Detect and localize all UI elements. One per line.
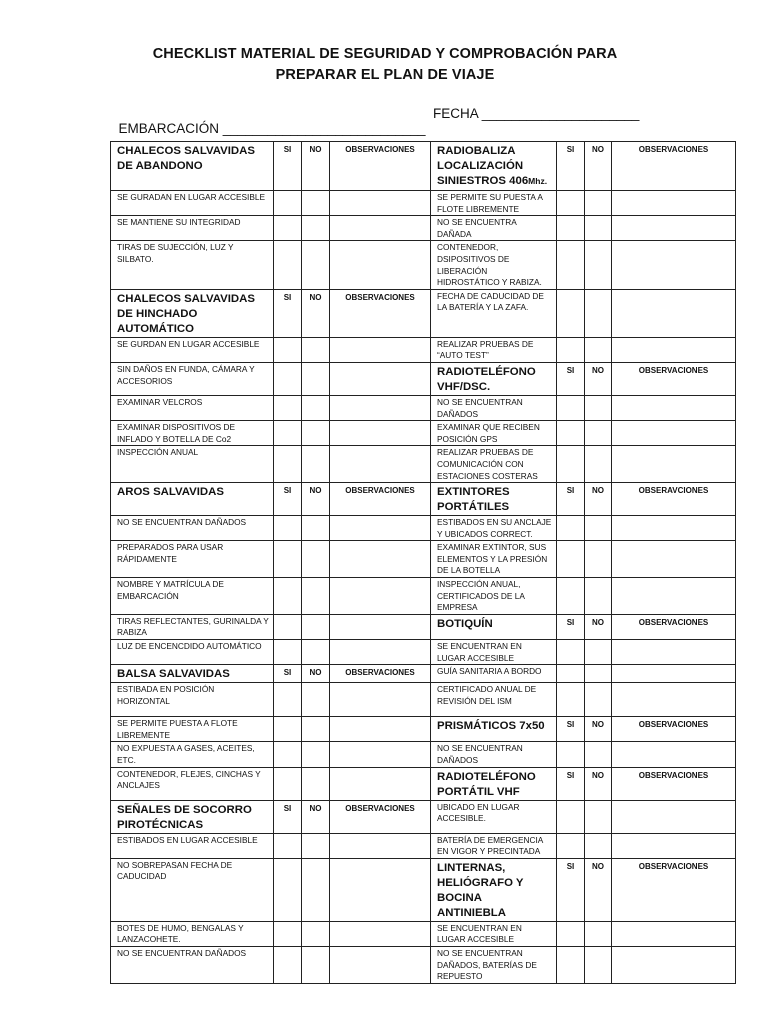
left-item-label: ESTIBADA EN POSICIÓN HORIZONTAL [111, 683, 274, 717]
left-section-header: BALSA SALVAVIDAS [111, 665, 274, 683]
right-observaciones-header: OBSERVACIONES [612, 142, 736, 191]
left-item-label: ESTIBADOS EN LUGAR ACCESIBLE [111, 833, 274, 858]
left-si-checkbox-cell[interactable] [274, 337, 302, 362]
left-item-label: SE GURADAN EN LUGAR ACCESIBLE [111, 191, 274, 216]
left-item-label: TIRAS DE SUJECCIÓN, LUZ Y SILBATO. [111, 241, 274, 289]
left-observaciones-cell[interactable] [330, 446, 431, 483]
right-item-label: INSPECCIÓN ANUAL, CERTIFICADOS DE LA EMPRESA [431, 578, 557, 615]
right-no-checkbox-cell[interactable] [585, 337, 612, 362]
right-item-label: CONTENEDOR, DSIPOSITIVOS DE LIBERACIÓN HIDROSTÁTICO Y RABIZA. [431, 241, 557, 289]
right-si-checkbox-cell[interactable] [557, 800, 585, 833]
left-observaciones-header: OBSERVACIONES [330, 142, 431, 191]
left-observaciones-header: OBSERVACIONES [330, 483, 431, 516]
right-no-checkbox-cell[interactable] [585, 241, 612, 289]
table-row [111, 421, 736, 446]
right-observaciones-header: OBSERVACIONES [612, 767, 736, 800]
checklist-body [111, 142, 736, 984]
right-si-checkbox-cell[interactable] [557, 541, 585, 578]
right-si-header: SI [557, 767, 585, 800]
table-row [111, 717, 736, 742]
right-section-header: RADIOTELÉFONO PORTÁTIL VHF [431, 767, 557, 800]
left-si-checkbox-cell[interactable] [274, 742, 302, 767]
right-observaciones-cell[interactable] [612, 665, 736, 683]
left-section-header: CHALECOS SALVAVIDAS DE HINCHADO AUTOMÁTICO [111, 289, 274, 337]
left-si-checkbox-cell[interactable] [274, 921, 302, 946]
right-no-checkbox-cell[interactable] [585, 516, 612, 541]
right-observaciones-cell[interactable] [612, 289, 736, 337]
table-row [111, 833, 736, 858]
right-observaciones-cell[interactable] [612, 395, 736, 420]
right-observaciones-cell[interactable] [612, 241, 736, 289]
embarcacion-field[interactable]: EMBARCACIÓN ___________________________ [118, 121, 426, 136]
left-si-checkbox-cell[interactable] [274, 858, 302, 921]
right-no-checkbox-cell[interactable] [585, 800, 612, 833]
left-observaciones-cell[interactable] [330, 946, 431, 983]
right-si-checkbox-cell[interactable] [557, 742, 585, 767]
right-si-checkbox-cell[interactable] [557, 946, 585, 983]
right-section-header: EXTINTORES PORTÁTILES [431, 483, 557, 516]
right-no-checkbox-cell[interactable] [585, 683, 612, 717]
right-observaciones-header: OBSERVACIONES [612, 362, 736, 395]
right-observaciones-cell[interactable] [612, 683, 736, 717]
left-no-checkbox-cell[interactable] [302, 742, 330, 767]
right-si-checkbox-cell[interactable] [557, 640, 585, 665]
table-row [111, 683, 736, 717]
title-line-2: PREPARAR EL PLAN DE VIAJE [275, 67, 495, 83]
left-no-checkbox-cell[interactable] [302, 241, 330, 289]
right-section-header: BOTIQUÍN [431, 614, 557, 639]
table-row [111, 289, 736, 337]
right-item-label: NO SE ENCUENTRAN DAÑADOS, BATERÍAS DE REPUESTO [431, 946, 557, 983]
right-si-checkbox-cell[interactable] [557, 833, 585, 858]
left-no-checkbox-cell[interactable] [302, 421, 330, 446]
table-row [111, 665, 736, 683]
left-section-header: AROS SALVAVIDAS [111, 483, 274, 516]
table-row [111, 216, 736, 241]
left-si-checkbox-cell[interactable] [274, 241, 302, 289]
right-item-label: REALIZAR PRUEBAS DE “AUTO TEST” [431, 337, 557, 362]
right-observaciones-cell[interactable] [612, 541, 736, 578]
right-no-checkbox-cell[interactable] [585, 946, 612, 983]
right-item-label: NO SE ENCUENTRAN DAÑADOS [431, 742, 557, 767]
left-si-checkbox-cell[interactable] [274, 614, 302, 639]
left-item-label: SE MANTIENE SU INTEGRIDAD [111, 216, 274, 241]
right-observaciones-cell[interactable] [612, 446, 736, 483]
left-item-label: NO SE ENCUENTRAN DAÑADOS [111, 516, 274, 541]
left-no-checkbox-cell[interactable] [302, 767, 330, 800]
right-si-checkbox-cell[interactable] [557, 421, 585, 446]
right-no-header: NO [585, 362, 612, 395]
right-item-label: GUÍA SANITARIA A BORDO [431, 665, 557, 683]
table-row [111, 362, 736, 395]
left-si-checkbox-cell[interactable] [274, 640, 302, 665]
right-si-checkbox-cell[interactable] [557, 289, 585, 337]
right-observaciones-cell[interactable] [612, 337, 736, 362]
left-no-checkbox-cell[interactable] [302, 858, 330, 921]
left-si-header: SI [274, 665, 302, 683]
table-row [111, 946, 736, 983]
left-observaciones-cell[interactable] [330, 337, 431, 362]
left-si-checkbox-cell[interactable] [274, 578, 302, 615]
left-observaciones-cell[interactable] [330, 395, 431, 420]
checklist-table [110, 141, 736, 984]
left-item-label: PREPARADOS PARA USAR RÁPIDAMENTE [111, 541, 274, 578]
table-row [111, 191, 736, 216]
left-item-label: LUZ DE ENCENCDIDO AUTOMÁTICO [111, 640, 274, 665]
table-row [111, 142, 736, 191]
left-observaciones-cell[interactable] [330, 614, 431, 639]
right-no-checkbox-cell[interactable] [585, 191, 612, 216]
right-section-header: RADIOTELÉFONO VHF/DSC. [431, 362, 557, 395]
table-row [111, 921, 736, 946]
table-row [111, 800, 736, 833]
right-item-label: NO SE ENCUENTRAN DAÑADOS [431, 395, 557, 420]
right-si-header: SI [557, 614, 585, 639]
left-observaciones-cell[interactable] [330, 742, 431, 767]
right-section-header: RADIOBALIZA LOCALIZACIÓN SINIESTROS 406Mhz. [431, 142, 557, 191]
right-si-header: SI [557, 858, 585, 921]
right-item-label: BATERÍA DE EMERGENCIA EN VIGOR Y PRECINTADA [431, 833, 557, 858]
right-no-header: NO [585, 767, 612, 800]
right-observaciones-cell[interactable] [612, 640, 736, 665]
right-no-checkbox-cell[interactable] [585, 541, 612, 578]
right-observaciones-cell[interactable] [612, 921, 736, 946]
left-no-header: NO [302, 289, 330, 337]
right-observaciones-cell[interactable] [612, 578, 736, 615]
left-item-label: TIRAS REFLECTANTES, GURINALDA Y RABIZA [111, 614, 274, 639]
left-no-checkbox-cell[interactable] [302, 640, 330, 665]
left-observaciones-header: OBSERVACIONES [330, 800, 431, 833]
left-observaciones-cell[interactable] [330, 362, 431, 395]
left-no-checkbox-cell[interactable] [302, 516, 330, 541]
table-row [111, 241, 736, 289]
left-observaciones-cell[interactable] [330, 683, 431, 717]
table-row [111, 516, 736, 541]
right-no-checkbox-cell[interactable] [585, 665, 612, 683]
right-item-label: UBICADO EN LUGAR ACCESIBLE. [431, 800, 557, 833]
left-si-checkbox-cell[interactable] [274, 395, 302, 420]
right-si-checkbox-cell[interactable] [557, 446, 585, 483]
left-si-checkbox-cell[interactable] [274, 516, 302, 541]
left-observaciones-cell[interactable] [330, 541, 431, 578]
right-item-label: EXAMINAR EXTINTOR, SUS ELEMENTOS Y LA PRESIÓN DE LA BOTELLA [431, 541, 557, 578]
title-line-1: CHECKLIST MATERIAL DE SEGURIDAD Y COMPROBACIÓN PARA [152, 46, 618, 62]
right-item-label: ESTIBADOS EN SU ANCLAJE Y UBICADOS CORRECT. [431, 516, 557, 541]
right-item-label: SE ENCUENTRAN EN LUGAR ACCESIBLE [431, 921, 557, 946]
left-si-checkbox-cell[interactable] [274, 421, 302, 446]
left-observaciones-header: OBSERVACIONES [330, 665, 431, 683]
left-si-checkbox-cell[interactable] [274, 767, 302, 800]
left-section-header: CHALECOS SALVAVIDAS DE ABANDONO [111, 142, 274, 191]
left-observaciones-header: OBSERVACIONES [330, 289, 431, 337]
right-no-checkbox-cell[interactable] [585, 742, 612, 767]
table-row [111, 742, 736, 767]
right-si-header: SI [557, 142, 585, 191]
left-si-header: SI [274, 142, 302, 191]
right-item-label: REALIZAR PRUEBAS DE COMUNICACIÓN CON ESTACIONES COSTERAS [431, 446, 557, 483]
right-si-checkbox-cell[interactable] [557, 191, 585, 216]
left-no-checkbox-cell[interactable] [302, 946, 330, 983]
table-row [111, 483, 736, 516]
left-si-checkbox-cell[interactable] [274, 446, 302, 483]
right-no-header: NO [585, 717, 612, 742]
right-observaciones-cell[interactable] [612, 516, 736, 541]
left-item-label: NO EXPUESTA A GASES, ACEITES, ETC. [111, 742, 274, 767]
right-observaciones-header: OBSERVACIONES [612, 614, 736, 639]
right-si-checkbox-cell[interactable] [557, 337, 585, 362]
table-row [111, 767, 736, 800]
left-no-checkbox-cell[interactable] [302, 541, 330, 578]
table-row [111, 858, 736, 921]
left-no-checkbox-cell[interactable] [302, 578, 330, 615]
left-no-header: NO [302, 483, 330, 516]
right-item-label: EXAMINAR QUE RECIBEN POSICIÓN GPS [431, 421, 557, 446]
right-item-label: SE PERMITE SU PUESTA A FLOTE LIBREMENTE [431, 191, 557, 216]
right-item-label: CERTIFICADO ANUAL DE REVISIÓN DEL ISM [431, 683, 557, 717]
right-observaciones-header: OBSERAVCIONES [612, 483, 736, 516]
left-item-label: EXAMINAR DISPOSITIVOS DE INFLADO Y BOTELLA DE Co2 [111, 421, 274, 446]
right-observaciones-cell[interactable] [612, 800, 736, 833]
left-observaciones-cell[interactable] [330, 216, 431, 241]
left-no-checkbox-cell[interactable] [302, 921, 330, 946]
left-no-header: NO [302, 142, 330, 191]
left-si-header: SI [274, 483, 302, 516]
left-no-checkbox-cell[interactable] [302, 337, 330, 362]
right-si-checkbox-cell[interactable] [557, 395, 585, 420]
left-item-label: NO SOBREPASAN FECHA DE CADUCIDAD [111, 858, 274, 921]
left-si-checkbox-cell[interactable] [274, 683, 302, 717]
left-observaciones-cell[interactable] [330, 767, 431, 800]
right-observaciones-header: OBSERVACIONES [612, 858, 736, 921]
right-si-checkbox-cell[interactable] [557, 516, 585, 541]
left-item-label: BOTES DE HUMO, BENGALAS Y LANZACOHETE. [111, 921, 274, 946]
right-no-header: NO [585, 142, 612, 191]
table-row [111, 541, 736, 578]
left-no-checkbox-cell[interactable] [302, 833, 330, 858]
right-no-header: NO [585, 614, 612, 639]
left-item-label: SE PERMITE PUESTA A FLOTE LIBREMENTE [111, 717, 274, 742]
right-no-checkbox-cell[interactable] [585, 216, 612, 241]
right-si-checkbox-cell[interactable] [557, 683, 585, 717]
left-observaciones-cell[interactable] [330, 516, 431, 541]
left-no-checkbox-cell[interactable] [302, 446, 330, 483]
left-si-checkbox-cell[interactable] [274, 833, 302, 858]
left-item-label: EXAMINAR VELCROS [111, 395, 274, 420]
right-no-checkbox-cell[interactable] [585, 289, 612, 337]
left-si-checkbox-cell[interactable] [274, 946, 302, 983]
left-item-label: CONTENEDOR, FLEJES, CINCHAS Y ANCLAJES [111, 767, 274, 800]
table-row [111, 614, 736, 639]
left-si-checkbox-cell[interactable] [274, 541, 302, 578]
right-observaciones-cell[interactable] [612, 833, 736, 858]
right-item-label: SE ENCUENTRAN EN LUGAR ACCESIBLE [431, 640, 557, 665]
right-no-checkbox-cell[interactable] [585, 921, 612, 946]
left-observaciones-cell[interactable] [330, 578, 431, 615]
right-si-checkbox-cell[interactable] [557, 578, 585, 615]
right-section-header: PRISMÁTICOS 7x50 [431, 717, 557, 742]
table-row [111, 640, 736, 665]
left-item-label: SE GURDAN EN LUGAR ACCESIBLE [111, 337, 274, 362]
left-si-checkbox-cell[interactable] [274, 216, 302, 241]
left-observaciones-cell[interactable] [330, 191, 431, 216]
right-no-checkbox-cell[interactable] [585, 833, 612, 858]
right-observaciones-cell[interactable] [612, 946, 736, 983]
left-observaciones-cell[interactable] [330, 833, 431, 858]
right-no-checkbox-cell[interactable] [585, 446, 612, 483]
right-si-checkbox-cell[interactable] [557, 665, 585, 683]
left-observaciones-cell[interactable] [330, 640, 431, 665]
right-no-header: NO [585, 858, 612, 921]
left-section-header: SEÑALES DE SOCORRO PIROTÉCNICAS [111, 800, 274, 833]
right-si-header: SI [557, 483, 585, 516]
right-si-checkbox-cell[interactable] [557, 241, 585, 289]
left-observaciones-cell[interactable] [330, 921, 431, 946]
fecha-field[interactable]: FECHA _____________________ [433, 106, 640, 121]
left-no-checkbox-cell[interactable] [302, 395, 330, 420]
right-observaciones-cell[interactable] [612, 421, 736, 446]
right-no-checkbox-cell[interactable] [585, 640, 612, 665]
table-row [111, 578, 736, 615]
right-item-label: FECHA DE CADUCIDAD DE LA BATERÍA Y LA ZAFA. [431, 289, 557, 337]
left-observaciones-cell[interactable] [330, 717, 431, 742]
left-si-header: SI [274, 289, 302, 337]
left-si-header: SI [274, 800, 302, 833]
unit-label: Mhz. [528, 176, 548, 186]
right-no-header: NO [585, 483, 612, 516]
left-si-checkbox-cell[interactable] [274, 717, 302, 742]
left-item-label: NOMBRE Y MATRÍCULA DE EMBARCACIÓN [111, 578, 274, 615]
right-item-label: NO SE ENCUENTRA DAÑADA [431, 216, 557, 241]
right-no-checkbox-cell[interactable] [585, 395, 612, 420]
left-no-checkbox-cell[interactable] [302, 614, 330, 639]
right-section-header: LINTERNAS, HELIÓGRAFO Y BOCINA ANTINIEBLA [431, 858, 557, 921]
left-no-checkbox-cell[interactable] [302, 717, 330, 742]
right-observaciones-cell[interactable] [612, 742, 736, 767]
table-row [111, 337, 736, 362]
right-si-header: SI [557, 362, 585, 395]
left-no-checkbox-cell[interactable] [302, 683, 330, 717]
left-item-label: INSPECCIÓN ANUAL [111, 446, 274, 483]
right-observaciones-cell[interactable] [612, 191, 736, 216]
left-no-checkbox-cell[interactable] [302, 191, 330, 216]
right-observaciones-header: OBSERVACIONES [612, 717, 736, 742]
left-observaciones-cell[interactable] [330, 421, 431, 446]
left-item-label: NO SE ENCUENTRAN DAÑADOS [111, 946, 274, 983]
left-observaciones-cell[interactable] [330, 858, 431, 921]
right-no-checkbox-cell[interactable] [585, 421, 612, 446]
left-no-header: NO [302, 800, 330, 833]
right-no-checkbox-cell[interactable] [585, 578, 612, 615]
right-observaciones-cell[interactable] [612, 216, 736, 241]
table-row [111, 446, 736, 483]
document-title [100, 44, 670, 86]
left-item-label: SIN DAÑOS EN FUNDA, CÁMARA Y ACCESORIOS [111, 362, 274, 395]
right-si-checkbox-cell[interactable] [557, 216, 585, 241]
left-observaciones-cell[interactable] [330, 241, 431, 289]
left-no-checkbox-cell[interactable] [302, 216, 330, 241]
left-no-header: NO [302, 665, 330, 683]
left-si-checkbox-cell[interactable] [274, 362, 302, 395]
checklist-table-wrapper [110, 141, 736, 984]
right-si-header: SI [557, 717, 585, 742]
left-no-checkbox-cell[interactable] [302, 362, 330, 395]
right-si-checkbox-cell[interactable] [557, 921, 585, 946]
table-row [111, 395, 736, 420]
left-si-checkbox-cell[interactable] [274, 191, 302, 216]
